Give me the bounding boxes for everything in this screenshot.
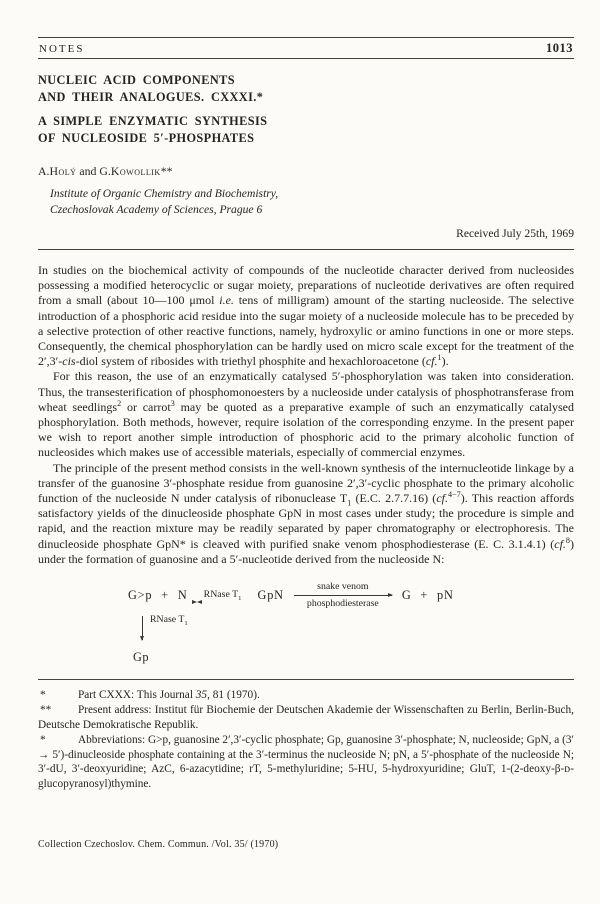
footnote-3-text: Abbreviations: G>p, guanosine 2′,3′-cyclic phosphate; Gp, guanosine 3′-phosphate; N, nucleoside; GpN, a (3′ → 5′)-dinucleoside phosphate containing at the 3′-terminus the nucleoside N; pN, a 5′-phosphate of the nucleoside N; 3′-dU, 3′-deoxyuridine; AzC, 6-azacytidine; rT, 5-methyluridine; 5-HU, 5-hydroxyuridine; GluT, 1-(2-deoxy-β-ᴅ-glucopyranosyl)thymine. [38,734,574,790]
footnotes [38,688,574,791]
article-body [38,263,574,567]
received-date: Received July 25th, 1969 [456,227,574,240]
series-title-line-1: NUCLEIC ACID COMPONENTS [38,73,235,87]
article-title-line-1: A SIMPLE ENZYMATIC SYNTHESIS [38,114,268,128]
footnote-2-marker: ** [40,704,52,717]
footnote-1-text: Part CXXX: This Journal 35, 81 (1970). [78,689,260,702]
affiliation-line-2: Czechoslovak Academy of Sciences, Prague 6 [50,203,263,216]
scheme-product: G + pN [401,587,454,602]
series-title [38,72,574,106]
scheme-reactant: G>p + N [128,587,188,602]
section-label: NOTES [39,43,85,55]
reaction-scheme-main-row [128,581,574,609]
affiliation-line-1: Institute of Organic Chemistry and Biochemistry, [50,187,279,200]
equilibrium-arrow-label: RNase $T_1$ [203,588,242,602]
reaction-scheme [38,581,574,665]
affiliation [50,186,574,218]
footnote-separator-rule [38,679,574,680]
scheme-intermediate: GpN [257,587,284,602]
authors-line: A.Holý and G.Kowollik** [38,164,173,178]
reaction-arrow-label-bottom: phosphodiesterase [306,598,379,610]
paragraph-2: For this reason, the use of an enzymatically catalysed 5′-phosphorylation was taken into consideration. Thus, the transesterification of phosphomonoesters by a nucleoside under catalysis of phosphotransferase from wheat seedlings$^2$ or carrot$^3$ may be quoted as a preparative example of such an enzymatically catalysed phosphorylation. Both methods, however, require isolation of the corresponding enzyme. In the present paper we wish to report another simple introduction of phosphoric acid to the primary alcoholic function of nucleosides which makes use of accessible materials, especially of commercial enzymes. [38,369,575,460]
page-number: 1013 [546,41,573,55]
series-title-line-2: AND THEIR ANALOGUES. CXXXI.* [38,90,264,104]
footnote-3 [38,733,574,791]
footnote-2 [38,703,574,732]
paragraph-1: In studies on the biochemical activity of compounds of the nucleotide character derived from nucleosides possessing a modified heterocyclic or sugar moiety, preparations of nucleotide derivatives are often required from a small (about 10—100 μmol i.e. tens of milligram) amount of the starting nucleoside. The selective introduction of a phosphoric acid residue into the sugar moiety of a nucleoside molecule has to be preceded by a selective protection of other reactive functions, namely, hydroxylic or amino functions in one or more steps. Consequently, the chemical phosphorylation can be hardly used on micro scale except for the treatment of the 2′,3′-cis-diol system of ribosides with triethyl phosphite and hexachloroacetone (cf.$^1$). [38,263,574,369]
vertical-arrow-group [142,614,574,640]
abstract-rule [38,249,574,250]
vertical-arrow-label: RNase $T_1$ [150,614,188,628]
journal-footer: Collection Czechoslov. Chem. Commun. /Vol. 35/ (1970) [38,839,279,850]
reaction-arrow-group [294,581,392,609]
article-title-line-2: OF NUCLEOSIDE 5′-PHOSPHATES [38,131,255,145]
right-arrow-icon [294,595,392,596]
reaction-arrow-label-top: snake venom [317,581,369,593]
header-rule-bottom [38,58,574,59]
running-header [38,38,574,58]
scheme-side-product: Gp [133,650,150,665]
equilibrium-arrow-group [197,589,249,602]
article-title [38,113,574,147]
footnote-3-marker: * [40,734,46,747]
paragraph-3: The principle of the present method consists in the well-known synthesis of the internucleotide linkage by a transfer of the guanosine 3′-phosphate residue from guanosine 2′,3′-cyclic phosphate to the primary alcoholic function of the nucleoside N under catalysis of ribonuclease $T_1$ (E.C. 2.7.7.16) (cf.$^{4-7}$). This reaction affords satisfactory yields of the dinucleoside phosphate GpN in most cases under study; the procedure is simple and rapid, and the reaction mixture may be readily separated by paper chromatography or electrophoresis. The dinucleoside phosphate GpN* is cleaved with purified snake venom phosphodiesterase (E. C. 3.1.4.1) (cf.$^8$) under the formation of guanosine and a 5′-nucleotide derived from the nucleoside N: [38,460,574,566]
footnote-1 [38,688,574,702]
footnote-1-marker: * [40,689,46,702]
footnote-2-text: Present address: Institut für Biochemie der Deutschen Akademie der Wissenschaften zu Berlin, Berlin-Buch, Deutsche Demokratische Republik. [38,704,574,731]
down-arrow-icon [142,616,143,640]
